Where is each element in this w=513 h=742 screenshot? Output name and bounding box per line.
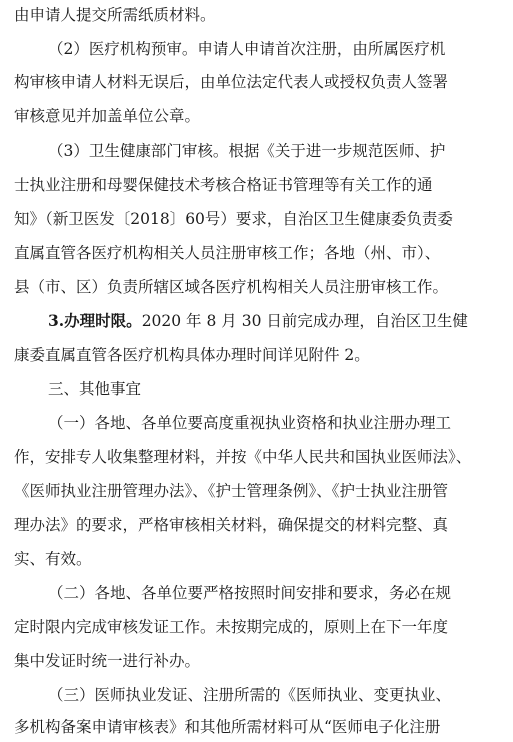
- text-line: 集中发证时统一进行补办。: [14, 652, 201, 670]
- section-heading: 三、其他事宜: [48, 380, 142, 398]
- text-line: 知》（新卫医发〔2018〕60号）要求，自治区卫生健康委负责委: [14, 210, 453, 228]
- text-line: （3）卫生健康部门审核。根据《关于进一步规范医师、护: [48, 142, 446, 160]
- text-line: 审核意见并加盖单位公章。: [14, 107, 201, 125]
- text-span: 2020 年 8 月 30 日前完成办理，自治区卫生健: [141, 312, 468, 330]
- text-line: （三）医师执业发证、注册所需的《医师执业、变更执业、: [48, 686, 452, 704]
- text-line: 定时限内完成审核发证工作。未按期完成的，原则上在下一年度: [14, 618, 449, 636]
- text-line: 县（市、区）负责所辖区域各医疗机构相关人员注册审核工作。: [14, 278, 449, 296]
- text-line: 直属直管各医疗机构相关人员注册审核工作；各地（州、市）、: [14, 244, 441, 262]
- text-line: [48, 306, 509, 336]
- text-line: 多机构备案申请审核表》和其他所需材料可从“医师电子化注册: [14, 718, 441, 736]
- text-line: （2）医疗机构预审。申请人申请首次注册，由所属医疗机: [48, 40, 446, 58]
- text-line: （二）各地、各单位要严格按照时间安排和要求，务必在规: [48, 584, 452, 602]
- text-line: 康委直属直管各医疗机构具体办理时间详见附件 2。: [14, 346, 370, 364]
- text-line: 《医师执业注册管理办法》、《护士管理条例》、《护士执业注册管: [14, 482, 449, 500]
- text-line: 构审核申请人材料无误后，由单位法定代表人或授权负责人签署: [14, 73, 449, 91]
- text-line: 理办法》的要求，严格审核相关材料，确保提交的材料完整、真: [14, 516, 449, 534]
- text-line: 由申请人提交所需纸质材料。: [14, 6, 216, 24]
- text-line: 士执业注册和母婴保健技术考核合格证书管理等有关工作的通: [14, 176, 433, 194]
- text-line: 作，安排专人收集整理材料，并按《中华人民共和国执业医师法》、: [14, 448, 472, 466]
- text-line: （一）各地、各单位要高度重视执业资格和执业注册办理工: [48, 414, 452, 432]
- text-line: 实、有效。: [14, 550, 92, 568]
- section-label: 3.办理时限。: [48, 311, 142, 330]
